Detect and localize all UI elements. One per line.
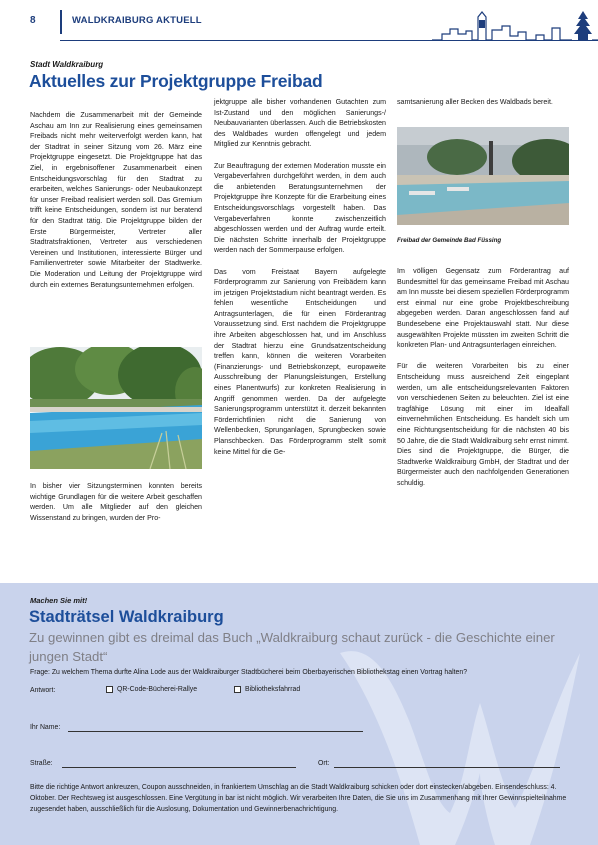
article-paragraph: Zur Beauftragung der externen Moderation musste ein Vergabeverfahren durchgeführt werden, in dem auch die anbietenden Beratungsunternehmen der Projektgruppe ihre Konzepte für die Erarbeitung eines Entscheidungsvorschlags vorgestellt haben. Das Vergabeverfahren konnte zwischenzeitlich abgeschlossen werden und der Auftrag wurde erteilt. Die nächsten Schritte innerhalb der Projektgruppe werden nach der Sommerpause erfolgen. — [214, 161, 386, 255]
city-field[interactable] — [334, 767, 560, 768]
puzzle-title: Stadträtsel Waldkraiburg — [29, 608, 224, 626]
puzzle-kicker: Machen Sie mit! — [30, 596, 88, 605]
photo-caption: Freibad der Gemeinde Bad Füssing — [397, 237, 502, 244]
article-paragraph: Für die weiteren Vorarbeiten bis zu einer Entscheidung muss ausreichend Zeit eingeplant werden, um alle entscheidungsrelevanten Faktoren von verschiedenen Seiten zu beleuchten. Ziel ist eine tragfähige Lösung mit einer im Idealfall einvernehmlichen Entscheidung. Es handelt sich um eine Richtungsentscheidung für die nächsten 40 bis 50 Jahre, die die Stadt Waldkraiburg sehr ernst nimmt. Dies sind die Projektgruppe, die Bürger, die Stadtwerke Waldkraiburg GmbH, der Stadtrat und der Bürgermeister auch den nachfolgenden Generationen schuldig. — [397, 362, 569, 487]
article-paragraph: samtsanierung aller Becken des Waldbads bereit. — [397, 98, 553, 106]
answer-option-bibliotheksfahrrad[interactable] — [234, 686, 300, 693]
street-label: Straße: — [30, 760, 53, 767]
article-paragraph: Im völligen Gegensatz zum Förderantrag auf Bundesmittel für das gemeinsame Freibad mit Aschau am Inn musste bei diesem speziellen Förderprogramm erst einmal nur eine grobe Projektbeschreibung abgegeben werden. Daran angeschlossen fand auf Bundesebene eine Projektauswahl statt. Nur diese ausgewählten Projekte müssten im zweiten Schritt die konkreten Plan- und Antragsunterlagen einreichen. — [397, 267, 569, 350]
checkbox[interactable] — [106, 686, 113, 693]
answer-option-qr-rallye[interactable] — [106, 686, 197, 693]
article-paragraph: Das vom Freistaat Bayern aufgelegte Förderprogramm zur Sanierung von Freibädern kann im jetzigen Projektstadium nicht beantragt werden. Es fehlen wesentliche Entscheidungen und Antragsunterlagen, die für einen Förderantrag Voraussetzung sind. Erst nachdem die Projektgruppe ihre Arbeiten abgeschlossen hat, und im Anschluss der Stadtrat hierzu eine Grundsatzentscheidung treffen kann, können die weiteren Vorarbeiten (Finanzierungs- und Betriebskonzept, europaweite Ausschreibung der Planungsleistungen, Erstellung eines Planentwurfs) zur konkreten Realisierung in Angriff genommen werden. Da der aufgelegte Sanierungsprogramm unterstützt it. derzeit bekannten Förderrichtlinien nicht die Sanierung von Wellenbecken, Sprunganlagen, Sprungbecken sowie Planschbecken. Das Förderprogramm stellt somit keine Mittel für die Ge- — [214, 267, 386, 456]
article-kicker: Stadt Waldkraiburg — [30, 60, 104, 69]
puzzle-subtitle: Zu gewinnen gibt es dreimal das Buch „Waldkraiburg schaut zurück - die Geschichte einer jungen Stadt“ — [29, 630, 555, 664]
article-paragraph: In bisher vier Sitzungsterminen konnten bereits wichtige Grundlagen für die weitere Arbeit geschaffen werden. Um alle Mitglieder auf den gleichen Wissenstand zu bringen, wurden der Pro- — [30, 482, 202, 522]
article-column-1-top — [30, 110, 202, 301]
article-title: Aktuelles zur Projektgruppe Freibad — [29, 71, 323, 91]
puzzle-terms: Bitte die richtige Antwort ankreuzen, Coupon ausschneiden, in frankiertem Umschlag an die Stadt Waldkraiburg schicken oder dort einstecken/abgeben. Einsendeschluss: 4. Oktober. Der Rechtsweg ist ausgeschlossen. Eine Vergütung in bar ist nicht möglich. Wir verarbeiten Ihre Daten, die Sie uns im Zusammenhang mit Ihrer Gewinnspielteilnahme zugesendet haben, ausschließlich für die Auslosung, Dokumentation und Gewinnerbenachrichtigung. — [30, 784, 567, 813]
bad-fuessing-photo — [397, 127, 569, 225]
page-number: 8 — [30, 15, 36, 26]
city-skyline-icon — [432, 8, 598, 42]
answer-option-label: QR-Code-Bücherei-Rallye — [117, 686, 198, 693]
name-label: Ihr Name: — [30, 724, 61, 731]
article-column-3-top — [397, 97, 569, 118]
page-header — [0, 0, 598, 48]
puzzle-question: Frage: Zu welchem Thema durfte Alina Lode aus der Waldkraiburger Stadtbücherei beim Oberbayerischen Bibliothekstag einen Vortrag halten? — [30, 669, 468, 676]
article-column-1-bottom — [30, 481, 202, 534]
article-paragraph: Nachdem die Zusammenarbeit mit der Gemeinde Aschau am Inn zur Realisierung eines gemeinsamen Freibads nicht mehr weiterverfolgt werden kann, hat der Stadtrat in seiner Sitzung vom 26. März eine Projektgruppe eingesetzt. Die Projektgruppe hat das Ziel, in ergebnisoffener Zusammenarbeit einen Entscheidungsvorschlag für den Stadtrat zu erarbeiten, welches Sanierungs- oder Neubaukonzept für unser Freibad realisiert werden soll. Das Gremium trifft keine Entscheidungen, sondern ist nur beratend für den Stadtrat tätig. Die Projektgruppe bilden der Erste Bürgermeister, Vertreter aller Stadtratsfraktionen, Vertreter aus verschiedenen Vereinen und Institutionen, interessierte Bürger und Familienvertreter sowie Mitarbeiter der Stadtwerke. Die Moderation und Leitung der Projektgruppe wird durch ein externes Beratungsunternehmen erfolgen. — [30, 111, 202, 289]
city-label: Ort: — [318, 760, 330, 767]
puzzle-coupon — [0, 583, 598, 845]
article-paragraph: jektgruppe alle bisher vorhandenen Gutachten zum Ist-Zustand und den möglichen Sanierungs-/ Neubauvarianten überlassen. Auch die Betriebskosten des Waldbades wurden offengelegt und jedem Mitglied zur Kenntnis gebracht. — [214, 98, 386, 149]
checkbox[interactable] — [234, 686, 241, 693]
street-field[interactable] — [62, 767, 296, 768]
publication-title: WALDKRAIBURG AKTUELL — [72, 15, 202, 26]
answer-label: Antwort: — [30, 687, 56, 694]
article-column-3-bottom — [397, 266, 569, 499]
article-column-2 — [214, 97, 386, 468]
answer-option-label: Bibliotheksfahrrad — [245, 686, 301, 693]
freibad-photo — [30, 347, 202, 469]
header-divider — [60, 10, 62, 34]
name-field[interactable] — [68, 731, 363, 732]
